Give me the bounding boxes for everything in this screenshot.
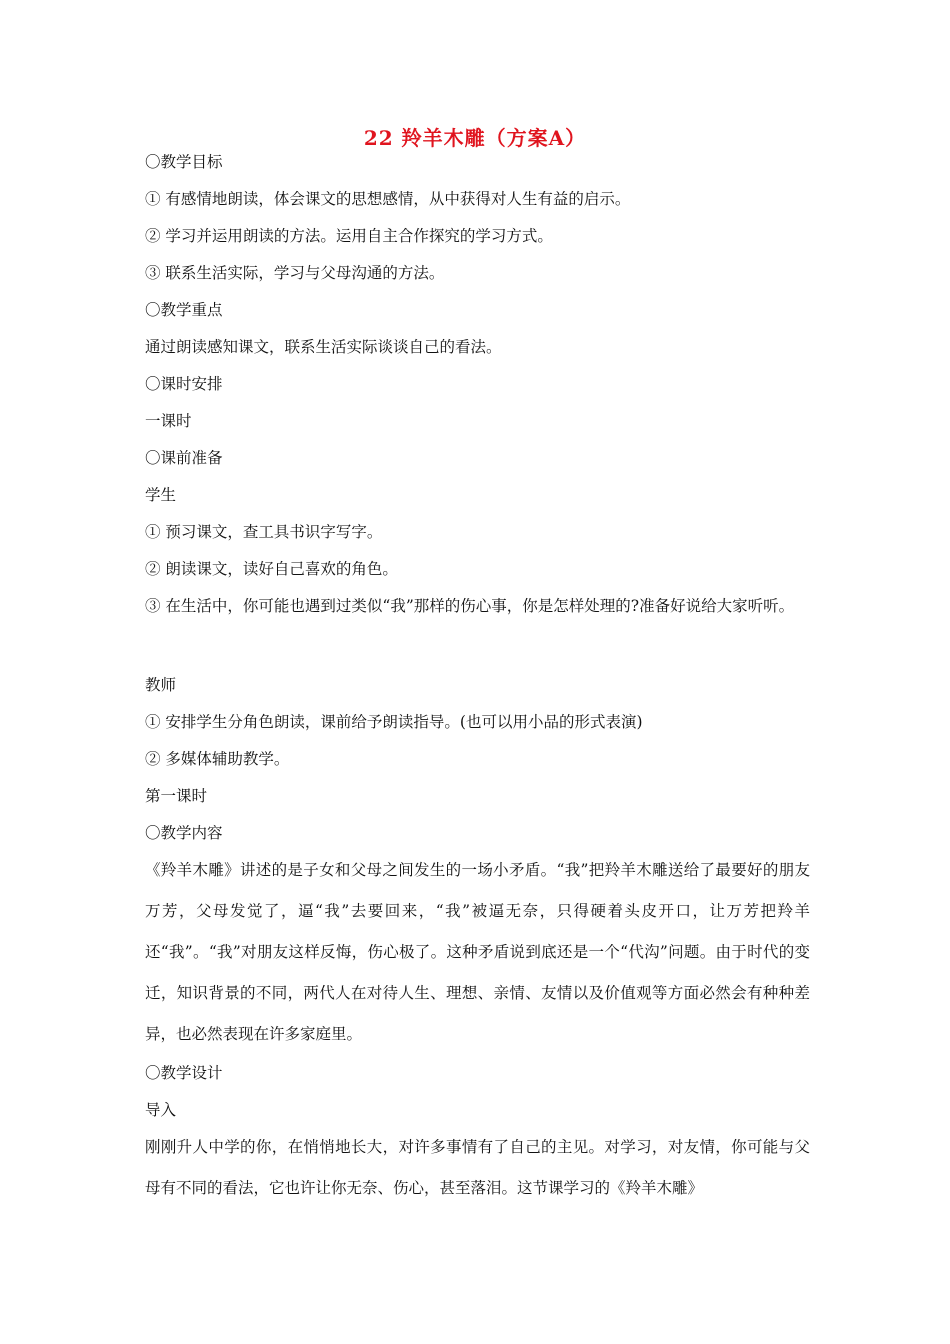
teacher-item-1: ① 安排学生分角色朗读，课前给予朗读指导。(也可以用小品的形式表演) — [145, 713, 643, 731]
content-heading: 〇教学内容 — [145, 824, 223, 842]
focus-heading: 〇教学重点 — [145, 301, 223, 319]
teacher-item-2: ② 多媒体辅助教学。 — [145, 750, 290, 768]
schedule-text: 一课时 — [145, 412, 192, 430]
goal-item-3: ③ 联系生活实际，学习与父母沟通的方法。 — [145, 264, 445, 282]
intro-label: 导入 — [145, 1101, 177, 1119]
goal-item-1: ① 有感情地朗读，体会课文的思想感情，从中获得对人生有益的启示。 — [145, 190, 631, 208]
document-title: 22 羚羊木雕（方案A） — [363, 126, 587, 150]
student-item-2: ② 朗读课文，读好自己喜欢的角色。 — [145, 560, 398, 578]
content-paragraph: 《羚羊木雕》讲述的是子女和父母之间发生的一场小矛盾。“我”把羚羊木雕送给了最要好的朋友万芳，父母发觉了，逼“我”去要回来，“我”被逼无奈，只得硬着头皮开口，让万芳把羚羊还“我”。“我”对朋友这样反悔，伤心极了。这种矛盾说到底还是一个“代沟”问题。由于时代的变迁，知识背景的不同，两代人在对待人生、理想、亲情、友情以及价值观等方面必然会有种种差异，也必然表现在许多家庭里。 — [145, 861, 810, 1043]
student-item-1: ① 预习课文，查工具书识字写字。 — [145, 523, 383, 541]
teacher-label: 教师 — [145, 676, 177, 694]
focus-text: 通过朗读感知课文，联系生活实际谈谈自己的看法。 — [145, 338, 502, 356]
intro-paragraph: 刚刚升人中学的你，在悄悄地长大，对许多事情有了自己的主见。对学习，对友情，你可能与父母有不同的看法，它也许让你无奈、伤心，甚至落泪。这节课学习的《羚羊木雕》 — [145, 1138, 810, 1197]
lesson-label: 第一课时 — [145, 787, 208, 805]
goal-item-2: ② 学习并运用朗读的方法。运用自主合作探究的学习方式。 — [145, 227, 553, 245]
prep-heading: 〇课前准备 — [145, 449, 223, 467]
goal-heading: 〇教学目标 — [145, 153, 223, 171]
student-label: 学生 — [145, 486, 177, 504]
schedule-heading: 〇课时安排 — [145, 375, 223, 393]
student-item-3: ③ 在生活中，你可能也遇到过类似“我”那样的伤心事，你是怎样处理的?准备好说给大家听听。 — [145, 597, 795, 615]
design-heading: 〇教学设计 — [145, 1064, 223, 1082]
